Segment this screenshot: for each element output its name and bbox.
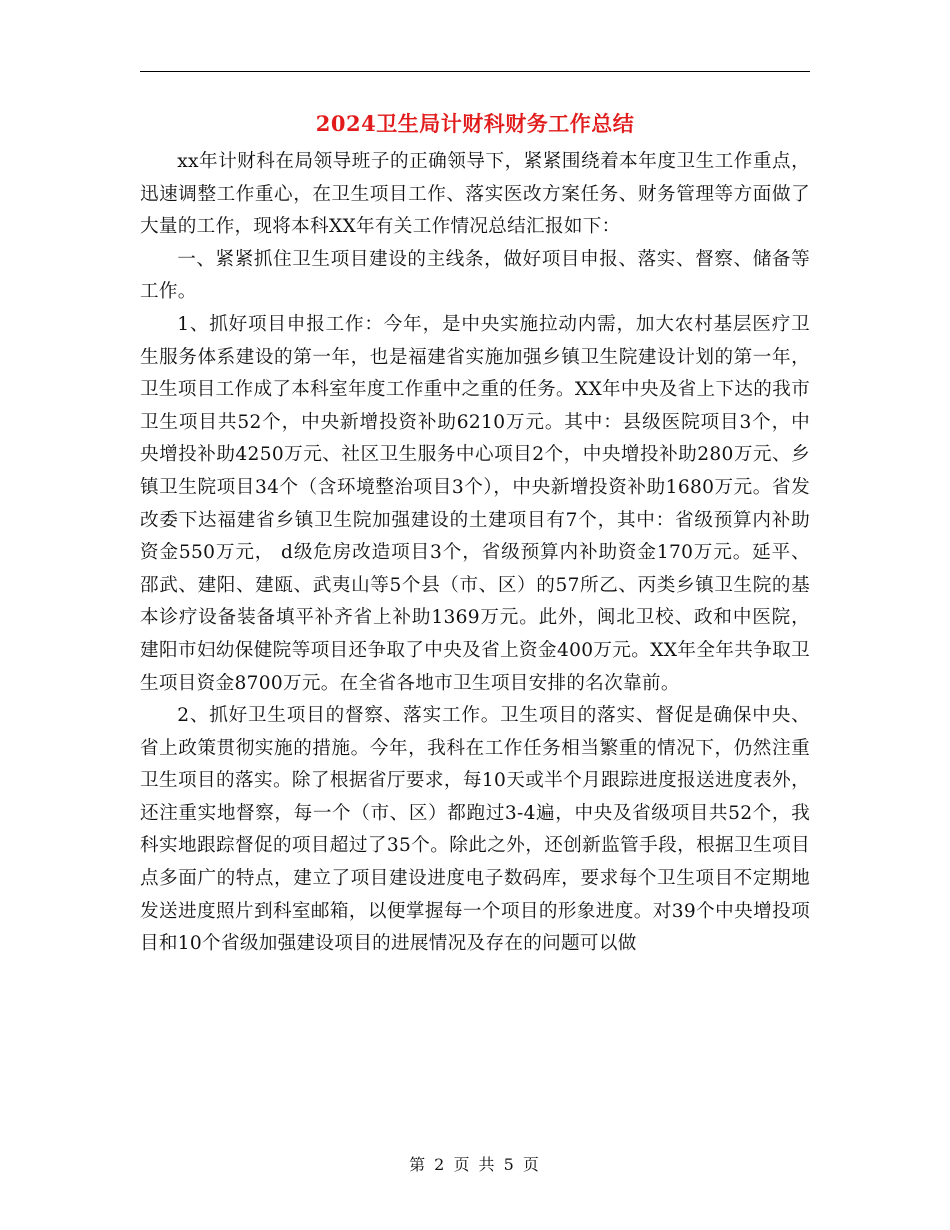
header-rule xyxy=(140,71,810,72)
paragraph-section-1-heading: 一、紧紧抓住卫生项目建设的主线条，做好项目申报、落实、督察、储备等工作。 xyxy=(140,248,810,303)
paragraph-project-application: 1、抓好项目申报工作：今年，是中央实施拉动内需，加大农村基层医疗卫生服务体系建设的第一年，也是福建省实施加强乡镇卫生院建设计划的第一年，卫生项目工作成了本科室年度工作重中之重的任务。XX年中央及省上下达的我市卫生项目共52个，中央新增投资补助6210万元。其中：县级医院项目3个，中央增投补助4250万元、社区卫生服务中心项目2个，中央增投补助280万元、乡镇卫生院项目34个（含环境整治项目3个），中央新增投资补助1680万元。省发改委下达福建省乡镇卫生院加强建设的土建项目有7个，其中：省级预算内补助资金550万元， d级危房改造项目3个，省级预算内补助资金170万元。延平、邵武、建阳、建瓯、武夷山等5个县（市、区）的57所乙、丙类乡镇卫生院的基本诊疗设备装备填平补齐省上补助1369万元。此外，闽北卫校、政和中医院，建阳市妇幼保健院等项目还争取了中央及省上资金400万元。XX年全年共争取卫生项目资金8700万元。在全省各地市卫生项目安排的名次靠前。 xyxy=(140,313,810,694)
paragraph-intro: xx年计财科在局领导班子的正确领导下，紧紧围绕着本年度卫生工作重点，迅速调整工作重心，在卫生项目工作、落实医改方案任务、财务管理等方面做了大量的工作，现将本科XX年有关工作情况总结汇报如下： xyxy=(140,151,810,238)
document-title: 2024卫生局计财科财务工作总结 xyxy=(315,111,635,136)
paragraph-project-supervision: 2、抓好卫生项目的督察、落实工作。卫生项目的落实、督促是确保中央、省上政策贯彻实施的措施。今年，我科在工作任务相当繁重的情况下，仍然注重卫生项目的落实。除了根据省厅要求，每10天或半个月跟踪进度报送进度表外，还注重实地督察，每一个（市、区）都跑过3-4遍，中央及省级项目共52个，我科实地跟踪督促的项目超过了35个。除此之外，还创新监管手段，根据卫生项目点多面广的特点，建立了项目建设进度电子数码库，要求每个卫生项目不定期地发送进度照片到科室邮箱，以便掌握每一个项目的形象进度。对39个中央增投项目和10个省级加强建设项目的进展情况及存在的问题可以做 xyxy=(140,705,810,955)
document-body xyxy=(140,146,810,961)
page-number-footer: 第 2 页 共 5 页 xyxy=(409,1155,541,1174)
